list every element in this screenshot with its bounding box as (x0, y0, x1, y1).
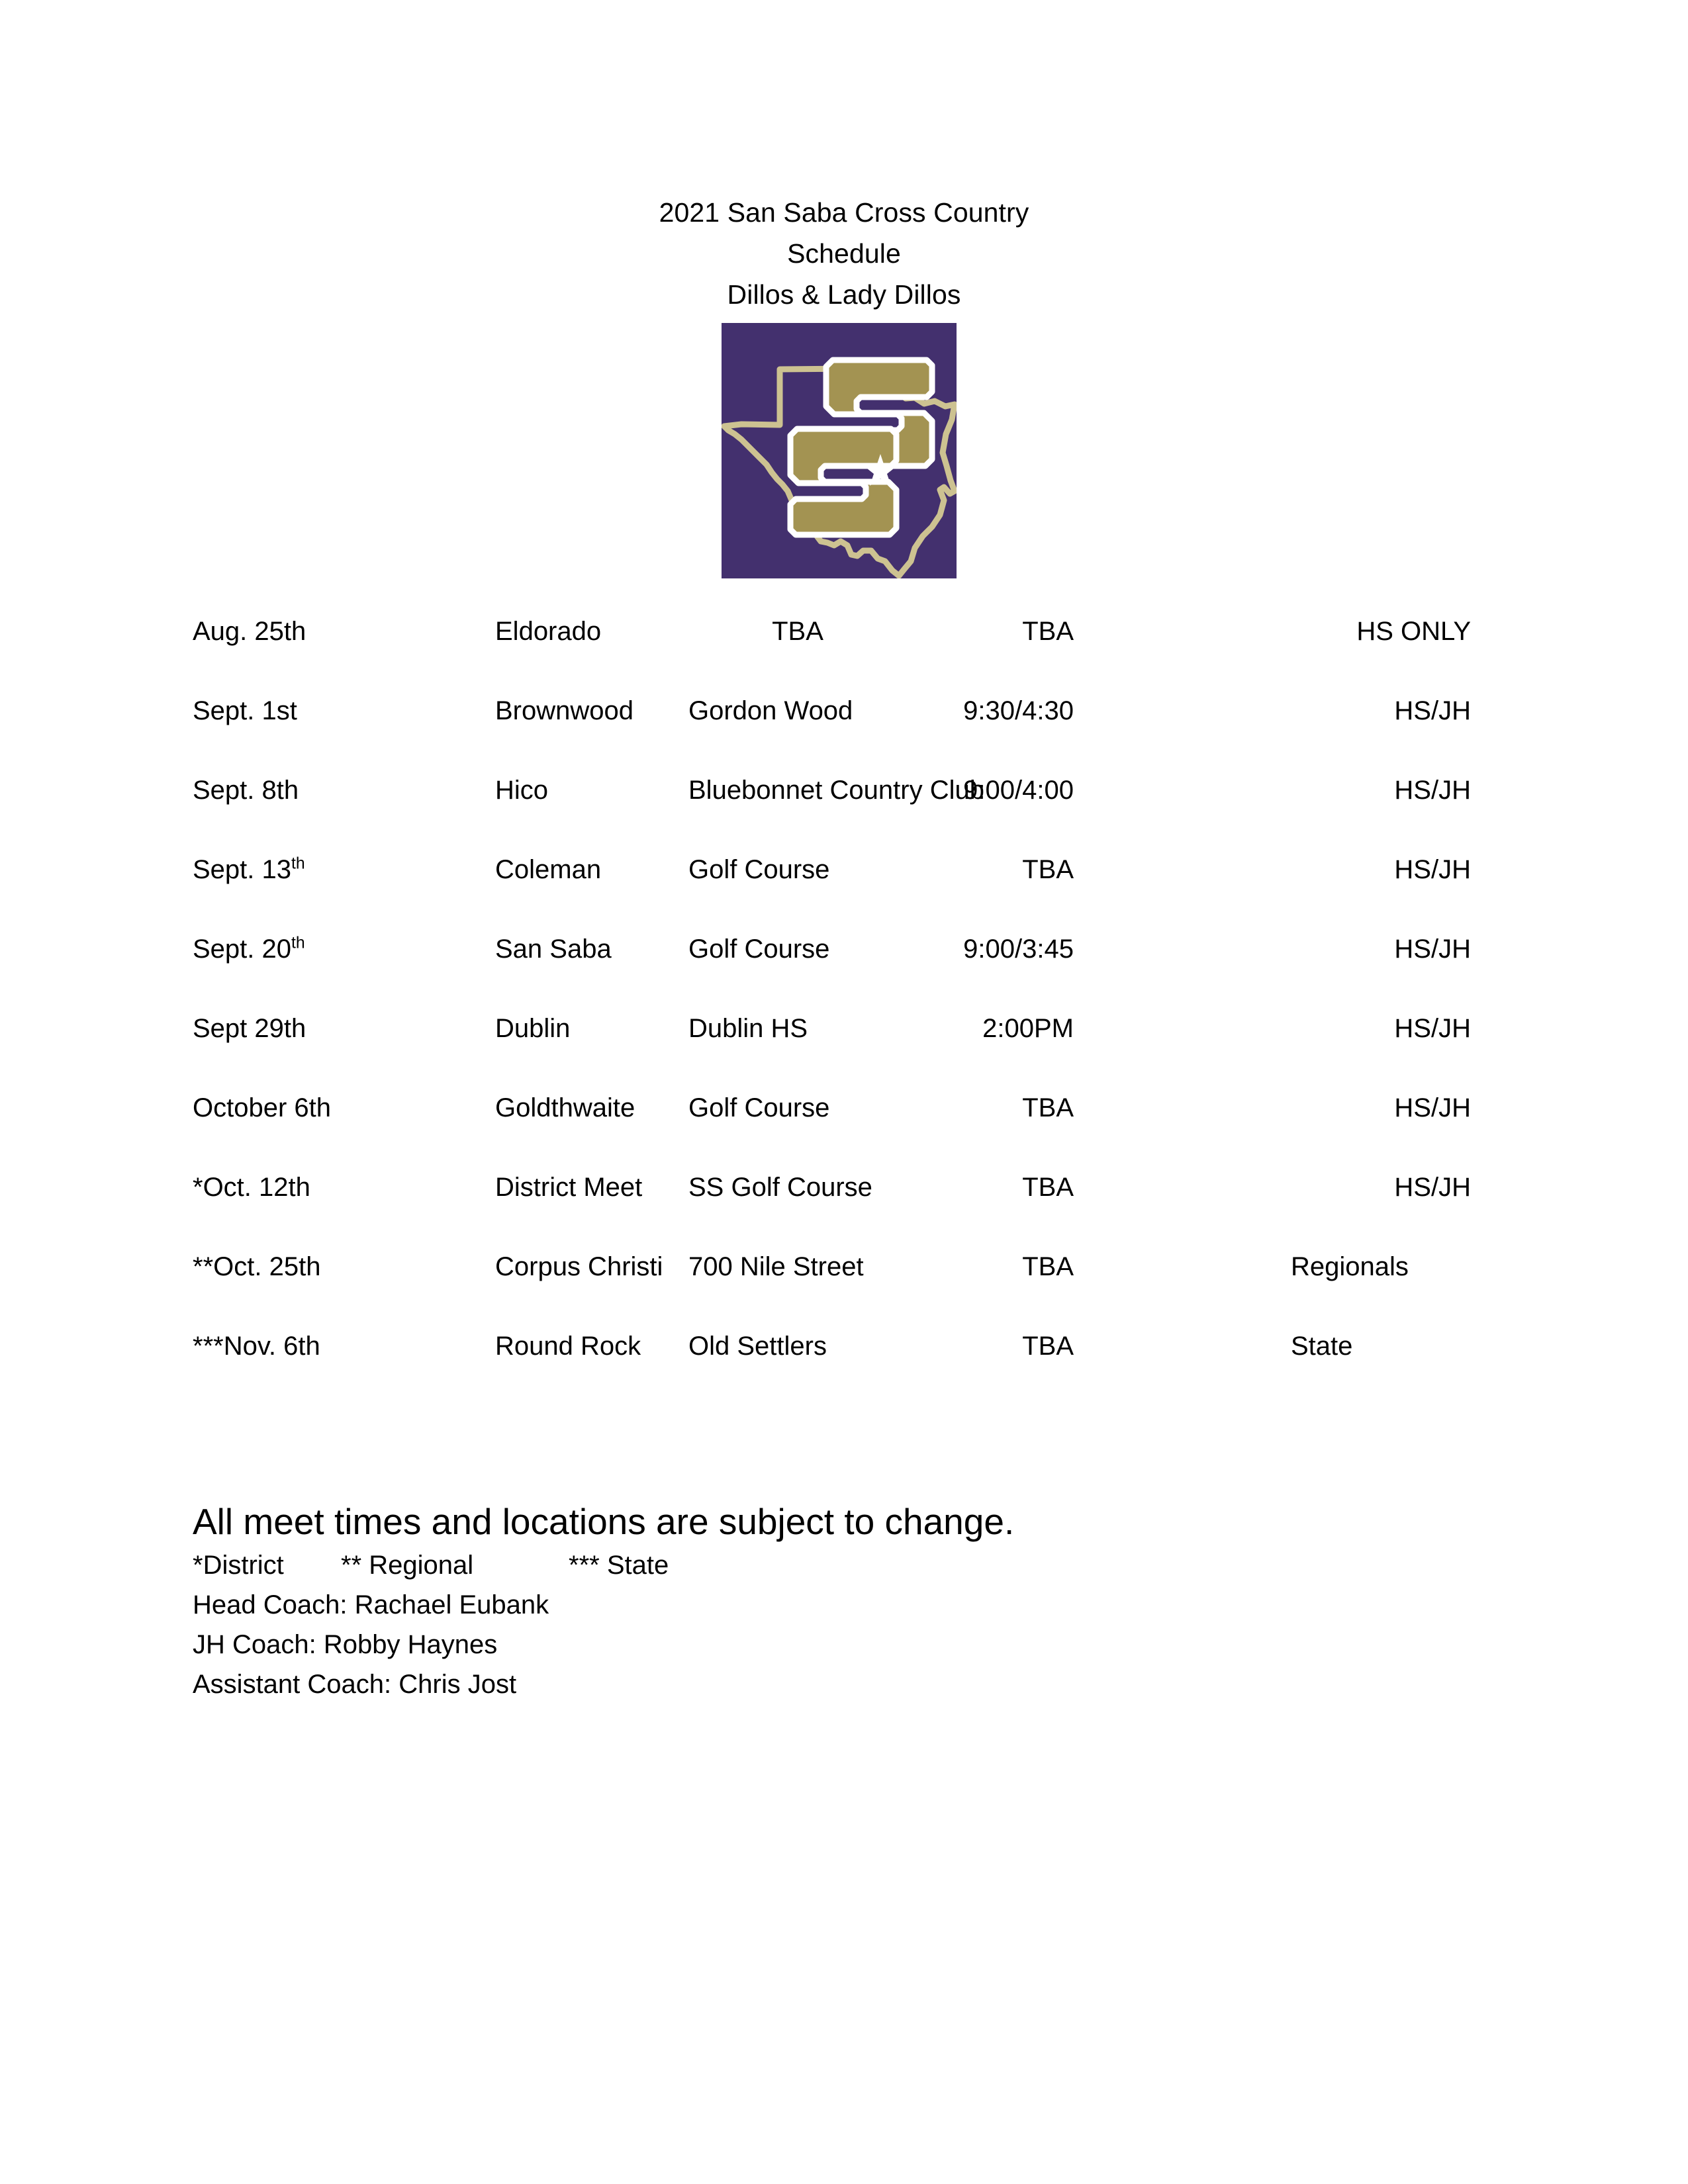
table-row (0, 930, 1688, 1009)
cell-host: Brownwood (495, 696, 634, 725)
logo-svg (722, 323, 957, 578)
cell-level: Regionals (1291, 1252, 1409, 1281)
cell-host: Round Rock (495, 1332, 641, 1361)
cell-time: TBA (1022, 1173, 1074, 1202)
cell-level: HS/JH (1394, 1093, 1471, 1122)
legend-regional: ** Regional (341, 1551, 474, 1580)
cell-venue: Golf Course (688, 1093, 830, 1122)
cell-time: 9:30/4:30 (963, 696, 1074, 725)
cell-host: Coleman (495, 855, 602, 884)
cell-host: San Saba (495, 934, 612, 964)
cell-level: HS/JH (1394, 1014, 1471, 1043)
cell-time: 2:00PM (982, 1014, 1074, 1043)
cell-date: Sept. 1st (193, 696, 297, 725)
cell-level: HS/JH (1394, 934, 1471, 964)
footer-notes (193, 1499, 1517, 1704)
cell-host: District Meet (495, 1173, 643, 1202)
table-row (0, 1168, 1688, 1248)
cell-time: TBA (1022, 1332, 1074, 1361)
legend-state: *** State (569, 1551, 669, 1580)
cell-date: Sept. 8th (193, 776, 299, 805)
date-ordinal-suffix: th (291, 854, 305, 873)
cell-host: Dublin (495, 1014, 571, 1043)
date-ordinal-suffix: th (291, 934, 305, 952)
jh-coach-text: JH Coach: Robby Haynes (193, 1630, 498, 1659)
cell-date: *Oct. 12th (193, 1173, 310, 1202)
table-row (0, 692, 1688, 771)
cell-level: HS ONLY (1356, 617, 1471, 646)
title-line-3: Dillos & Lady Dillos (727, 279, 961, 310)
cell-level: HS/JH (1394, 776, 1471, 805)
title-line-1: 2021 San Saba Cross Country (659, 197, 1029, 228)
table-row (0, 850, 1688, 930)
table-row (0, 1089, 1688, 1168)
cell-venue: Golf Course (688, 855, 830, 884)
head-coach-text: Head Coach: Rachael Eubank (193, 1590, 549, 1619)
table-row (0, 612, 1688, 692)
cell-level: HS/JH (1394, 855, 1471, 884)
cell-venue: Gordon Wood (688, 696, 853, 725)
cell-venue: Old Settlers (688, 1332, 827, 1361)
cell-host: Eldorado (495, 617, 602, 646)
schedule-table (0, 612, 1688, 1406)
cell-venue: Bluebonnet Country Club (688, 776, 984, 805)
cell-venue: 700 Nile Street (688, 1252, 864, 1281)
logo-letter-s-lower (790, 429, 896, 535)
cell-date: Sept 29th (193, 1014, 306, 1043)
table-row (0, 1009, 1688, 1089)
cell-host: Hico (495, 776, 549, 805)
table-row (0, 1248, 1688, 1327)
cell-date: October 6th (193, 1093, 332, 1122)
cell-venue: SS Golf Course (688, 1173, 872, 1202)
assistant-coach-text: Assistant Coach: Chris Jost (193, 1670, 517, 1699)
cell-time: TBA (1022, 1252, 1074, 1281)
cell-venue: Dublin HS (688, 1014, 808, 1043)
cell-venue: TBA (772, 617, 823, 646)
cell-date: ***Nov. 6th (193, 1332, 320, 1361)
cell-date: Aug. 25th (193, 617, 306, 646)
cell-level: HS/JH (1394, 1173, 1471, 1202)
cell-host: Corpus Christi (495, 1252, 663, 1281)
legend (193, 1545, 1517, 1585)
cell-venue: Golf Course (688, 934, 830, 964)
cell-level: State (1291, 1332, 1353, 1361)
san-saba-dillos-logo (722, 323, 957, 578)
cell-time: TBA (1022, 855, 1074, 884)
cell-date: Sept. 13th (193, 854, 305, 884)
table-row (0, 771, 1688, 850)
cell-time: 9:00/4:00 (963, 776, 1074, 805)
cell-time: TBA (1022, 1093, 1074, 1122)
legend-district: *District (193, 1551, 284, 1580)
title-line-2: Schedule (787, 238, 901, 269)
cell-host: Goldthwaite (495, 1093, 635, 1122)
cell-time: TBA (1022, 617, 1074, 646)
page-title (0, 192, 1688, 315)
cell-level: HS/JH (1394, 696, 1471, 725)
cell-time: 9:00/3:45 (963, 934, 1074, 964)
cell-date: **Oct. 25th (193, 1252, 321, 1281)
table-row (0, 1327, 1688, 1406)
disclaimer-text: All meet times and locations are subject to change. (193, 1501, 1015, 1542)
cell-date: Sept. 20th (193, 934, 305, 964)
